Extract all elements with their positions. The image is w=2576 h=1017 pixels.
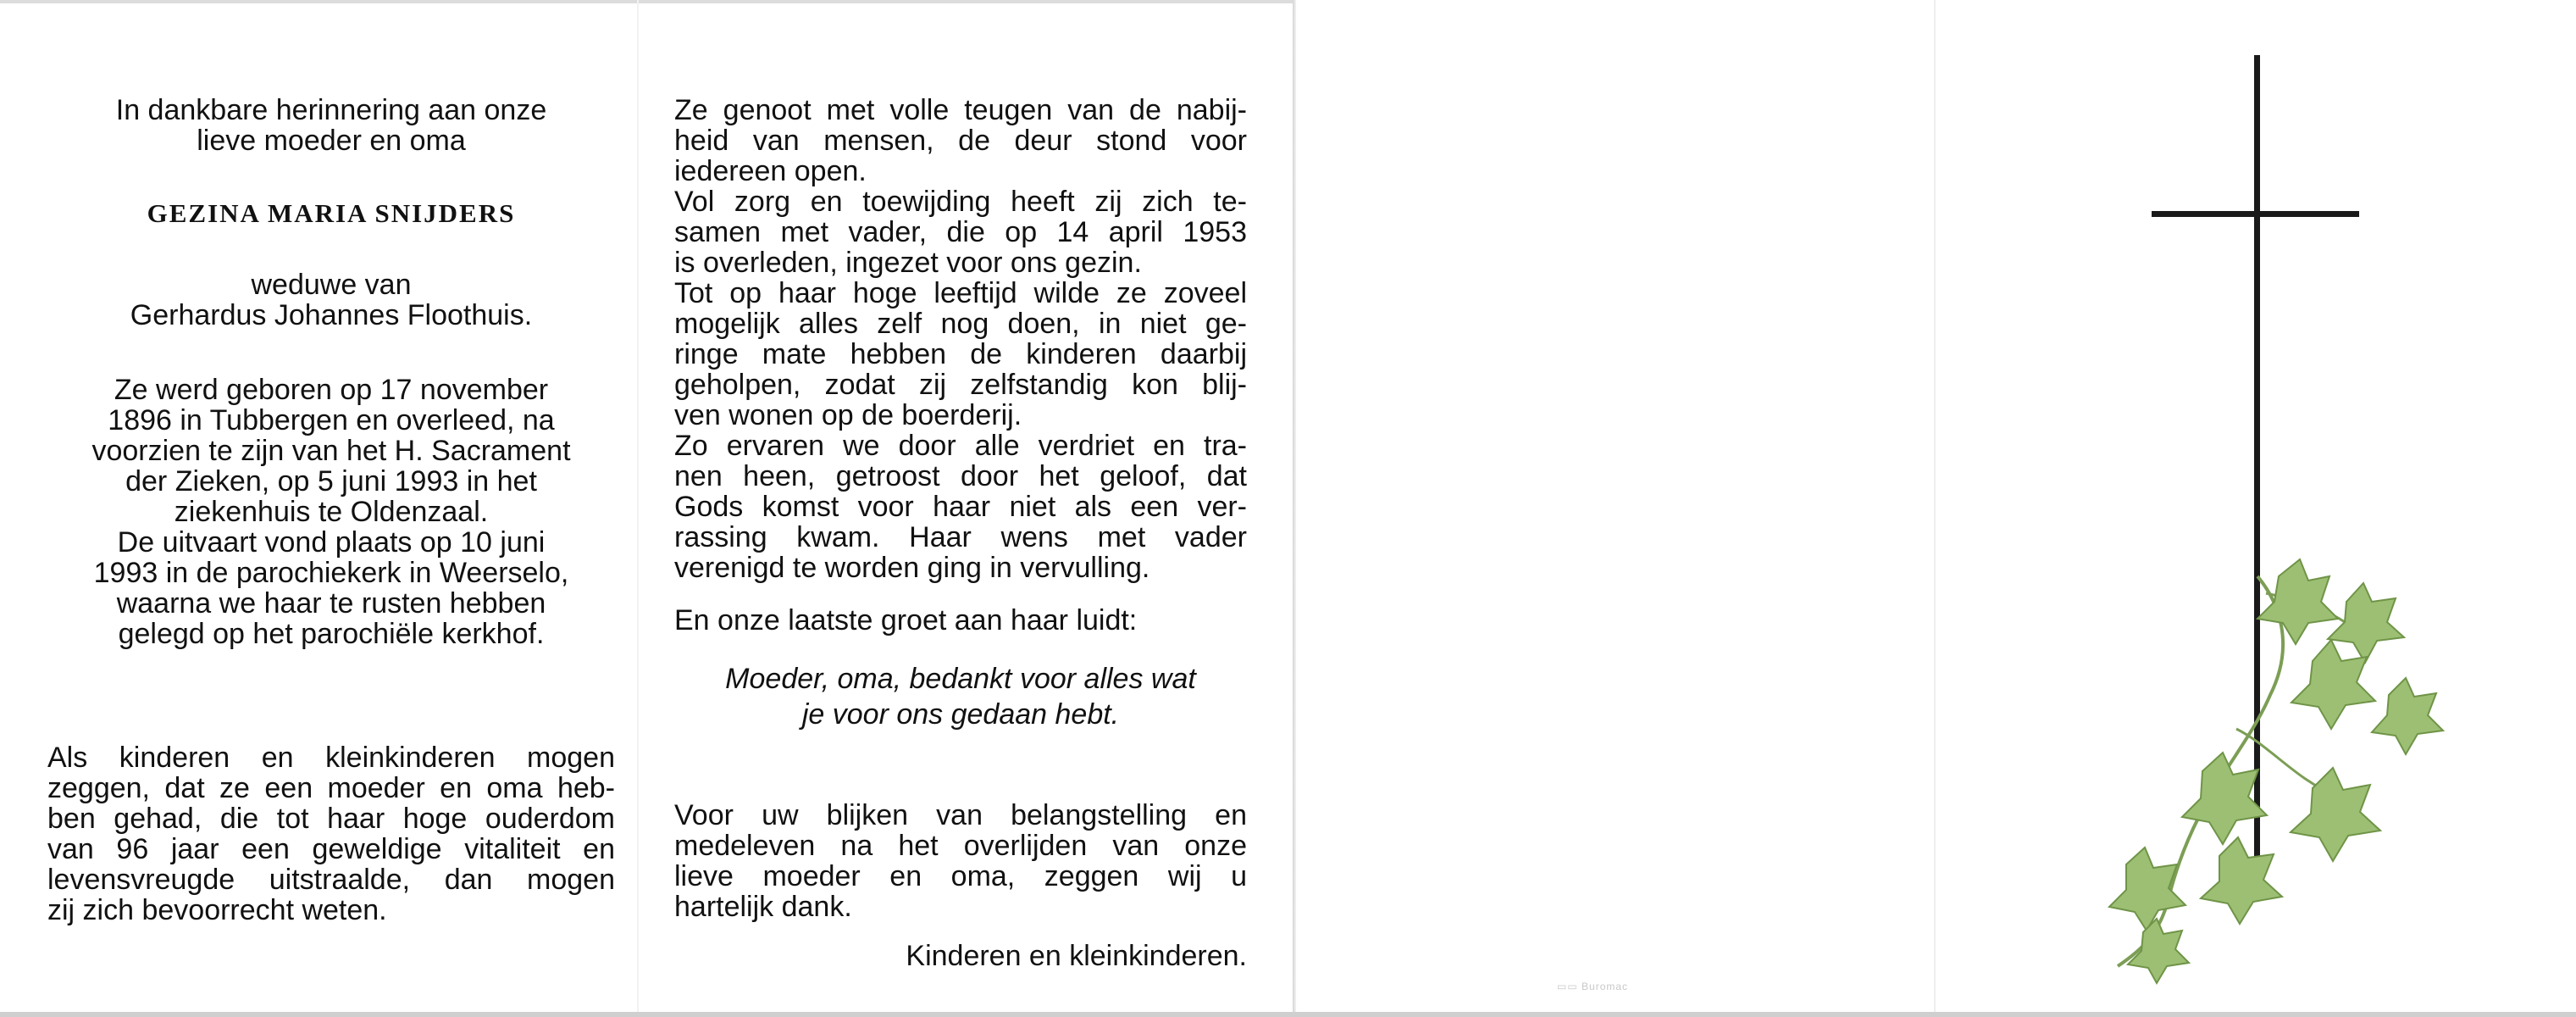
intro-line: In dankbare herinnering aan onze <box>115 94 547 126</box>
widow-line: Gerhardus Johannes Floothuis. <box>130 299 533 331</box>
character-line: heid van mensen, de deur stond voor <box>674 125 1247 157</box>
children-line: zeggen, dat ze een moeder en oma heb- <box>47 772 615 804</box>
life-line: waarna we haar te rusten hebben <box>116 587 546 620</box>
children-line: zij zich bevoorrecht weten. <box>47 894 387 926</box>
ivy-leaves-icon <box>2109 559 2443 983</box>
life-line: gelegd op het parochiële kerkhof. <box>118 618 545 650</box>
character-line: ven wonen op de boerderij. <box>674 399 1022 431</box>
deceased-name: GEZINA MARIA SNIJDERS <box>147 198 516 228</box>
printer-logo-icon: ▭▭ <box>1557 981 1578 992</box>
life-line: 1993 in de parochiekerk in Weerselo, <box>93 557 569 589</box>
panel-middle <box>674 95 1247 971</box>
character-line: is overleden, ingezet voor ons gezin. <box>674 247 1142 279</box>
fold-line-center <box>1293 0 1296 1017</box>
thanks-line: medeleven na het overlijden van onze <box>674 830 1247 862</box>
character-line: Gods komst voor haar niet als een ver- <box>674 491 1247 523</box>
life-line: 1896 in Tubbergen en overleed, na <box>108 404 555 436</box>
cross-icon <box>2152 55 2359 886</box>
fold-line-inner <box>637 0 639 1017</box>
character-line: samen met vader, die op 14 april 1953 <box>674 216 1247 248</box>
children-text <box>47 742 615 925</box>
intro-line: lieve moeder en oma <box>197 125 466 157</box>
panel-left <box>47 95 615 925</box>
character-line: Zo ervaren we door alle verdriet en tra- <box>674 430 1247 462</box>
intro-text <box>47 95 615 156</box>
children-line: ben gehad, die tot haar hoge ouderdom <box>47 803 615 835</box>
character-text <box>674 95 1247 583</box>
character-line: Vol zorg en toewijding heeft zij zich te- <box>674 186 1247 218</box>
children-line: Als kinderen en kleinkinderen mogen <box>47 742 615 774</box>
life-text <box>47 375 615 649</box>
widow-line: weduwe van <box>251 269 412 301</box>
thanks-line: lieve moeder en oma, zeggen wij u <box>674 860 1247 892</box>
children-line: levensvreugde uitstraalde, dan mogen <box>47 864 615 896</box>
thanks-line: Voor uw blijken van belangstelling en <box>674 799 1247 831</box>
character-line: verenigd te worden ging in vervulling. <box>674 552 1150 584</box>
character-line: geholpen, zodat zij zelfstandig kon blij- <box>674 369 1247 401</box>
farewell-quote <box>674 661 1247 732</box>
character-line: mogelijk alles zelf nog doen, in niet ge- <box>674 308 1247 340</box>
life-line: voorzien te zijn van het H. Sacrament <box>91 435 571 467</box>
character-line: Ze genoot met volle teugen van de nabij- <box>674 94 1247 126</box>
card-bottom-shadow <box>0 1012 2576 1017</box>
character-line: rassing kwam. Haar wens met vader <box>674 521 1247 553</box>
character-line: ringe mate hebben de kinderen daarbij <box>674 338 1247 370</box>
farewell-intro: En onze laatste groet aan haar luidt: <box>674 604 1138 636</box>
signature: Kinderen en kleinkinderen. <box>906 940 1247 972</box>
cross-ivy-illustration <box>2067 51 2457 992</box>
children-line: van 96 jaar een geweldige vitaliteit en <box>47 833 615 865</box>
character-line: nen heen, getroost door het geloof, dat <box>674 460 1247 492</box>
life-line: ziekenhuis te Oldenzaal. <box>174 496 489 528</box>
printer-name: Buromac <box>1582 981 1629 992</box>
life-line: der Zieken, op 5 juni 1993 in het <box>125 465 537 497</box>
life-line: Ze werd geboren op 17 november <box>114 374 549 406</box>
widow-text <box>47 270 615 331</box>
quote-line: je voor ons gedaan hebt. <box>801 698 1120 731</box>
character-line: iedereen open. <box>674 155 867 187</box>
printer-mark <box>1557 981 1628 992</box>
thanks-text <box>674 800 1247 922</box>
thanks-line: hartelijk dank. <box>674 891 852 923</box>
cross-svg <box>2067 51 2457 992</box>
fold-line-outer <box>1934 0 1936 1017</box>
character-line: Tot op haar hoge leeftijd wilde ze zoveel <box>674 277 1247 309</box>
quote-line: Moeder, oma, bedankt voor alles wat <box>725 663 1196 695</box>
card-edge-shadow <box>0 0 1296 3</box>
life-line: De uitvaart vond plaats op 10 juni <box>117 526 546 559</box>
